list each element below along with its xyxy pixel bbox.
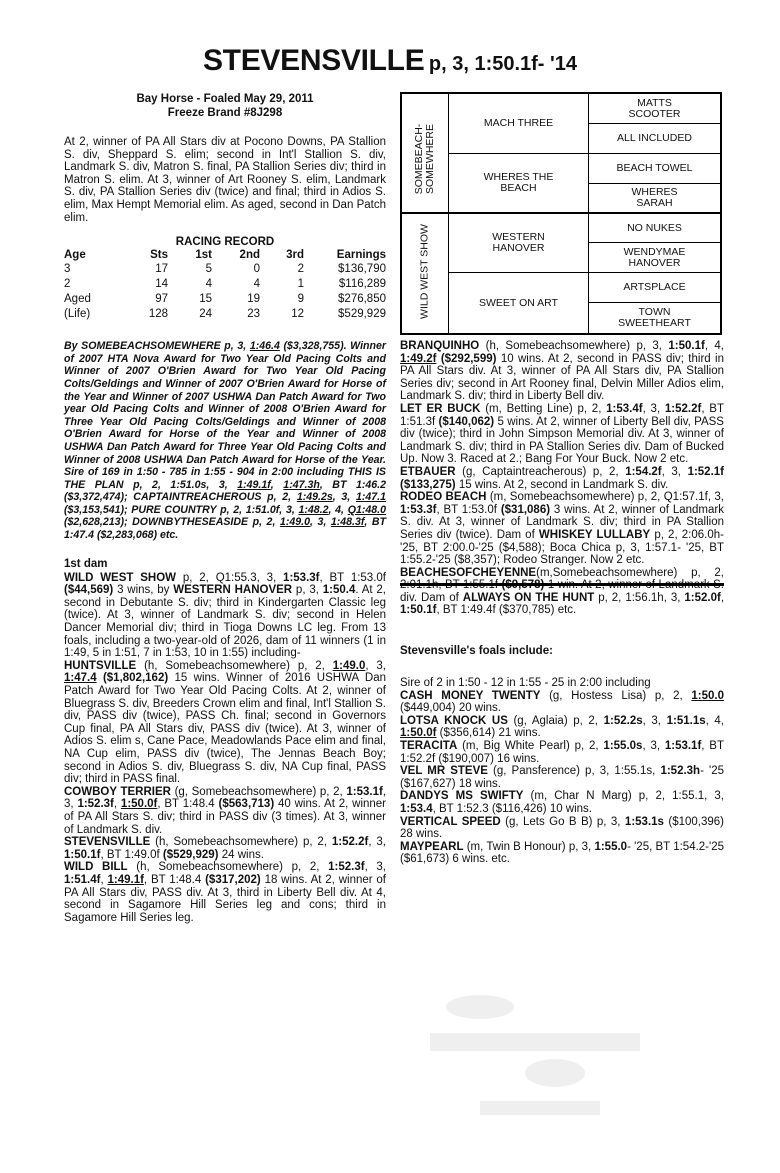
- watermark-logo-icon: [420, 985, 650, 1130]
- racing-record-title: RACING RECORD: [175, 236, 275, 249]
- pedigree-sire: SOMEBEACH- SOMEWHERE: [413, 123, 436, 195]
- subheader: [64, 92, 386, 120]
- pedigree-chart: [400, 92, 722, 335]
- table-row: 2 14 4 4 1 $116,289: [64, 278, 386, 291]
- freeze-brand: Freeze Brand #8J298: [167, 107, 283, 119]
- produce-entry-let-er-buck: LET ER BUCK (m, Betting Line) p, 2, 1:53.4f, 3, 1:52.2f, BT 1:51.3f ($140,062) 5 wins. At 2, winner of Liberty Bell div, PASS div (twice); third in John Simpson Memorial div. At 3, winner of Landmark S. div; third in PA Stallion Series div. Dam of Bucked Up. Now 3. Raced at 2.; Bang For Your Buck. Now 2 etc.: [400, 402, 724, 466]
- produce-entry-wild-bill: WILD BILL (h, Somebeachsomewhere) p, 2, 1:52.3f, 3, 1:51.4f, 1:49.1f, BT 1:48.4 ($317,202) 18 wins. At 2, winner of PA All Stars div, PASS div. At 3, third in Liberty Bell div. At 4, second in Sagamore Hill Series leg and cons; third in Sagamore Hill Series leg.: [64, 861, 387, 924]
- pedigree-sdd: WHERES SARAH: [631, 186, 678, 209]
- foaling-info: Bay Horse - Foaled May 29, 2011: [136, 93, 314, 105]
- racing-record-header: Age Sts 1st 2nd 3rd Earnings: [64, 249, 386, 262]
- produce-entry-branquinho: BRANQUINHO (h, Somebeachsomewhere) p, 3, 1:50.1f, 4, 1:49.2f ($292,599) 10 wins. At 2, second in PASS div; third in PA All Stars div. At 3, winner of PA All Stars div, PA Stallion Series div; second in Art Rooney final, Delvin Miller Adios elim, Landmark S. div; third in Liberty Bell div.: [400, 340, 725, 403]
- left-column: [64, 92, 386, 924]
- produce-entry-cowboy-terrier: COWBOY TERRIER (g, Somebeachsomewhere) p, 2, 1:53.1f, 3, 1:52.3f, 1:50.0f, BT 1:48.4 ($563,713) 40 wins. At 2, winner of PA All Stars S. div; third in PASS div (3 times). At 3, winner of Landmark S. div.: [64, 785, 387, 836]
- foal-entry-cash-money-twenty: CASH MONEY TWENTY (g, Hostess Lisa) p, 2, 1:50.0 ($449,004) 20 wins.: [400, 689, 724, 715]
- race-summary: At 2, winner of PA All Stars div at Pocono Downs, PA Stallion S. div, Sheppard S. elim; second in Int'l Stallion S. div, Landmark S. div, Matron S. final, PA Stallion Series div; third in Matron S. elim. At 3, winner of Art Rooney S. elim, Landmark S. div, PA Stallion Series div (twice) and final; third in Adios S. elim, Max Hempt Memorial elim. As aged, second in Dan Patch elim.: [64, 136, 386, 224]
- horse-record: p, 3, 1:50.1f- '14: [428, 53, 578, 75]
- pedigree-dsd: WENDYMAE HANOVER: [623, 245, 686, 269]
- produce-entry-etbauer: ETBAUER (g, Captaintreacherous) p, 2, 1:54.2f, 3, 1:52.1f ($133,275) 15 wins. At 2, second in Landmark S. div.: [400, 465, 724, 491]
- pedigree-sss: MATTS SCOOTER: [628, 96, 681, 120]
- foal-entry-maypearl: MAYPEARL (m, Twin B Honour) p, 3, 1:55.0- '25, BT 1:54.2-'25 ($61,673) 6 wins. etc.: [400, 840, 724, 866]
- pedigree-ssd: ALL INCLUDED: [617, 132, 692, 144]
- horse-name: STEVENSVILLE: [202, 44, 425, 77]
- produce-entry-stevensville: STEVENSVILLE (h, Somebeachsomewhere) p, 2, 1:52.2f, 3, 1:50.1f, BT 1:49.0f ($529,929) 24 wins.: [64, 836, 386, 861]
- foals-heading: Stevensville's foals include:: [400, 645, 553, 658]
- pedigree-dam-dam: SWEET ON ART: [479, 296, 558, 309]
- sire-paragraph: By SOMEBEACHSOMEWHERE p, 3, 1:46.4 ($3,328,755). Winner of 2007 HTA Nova Award for Two Year Old Pacing Colts and Winner of 2007 O'Brien Award for Two Year Old Pacing Colts/Geldings and Winner of 2007 O'Brien Award for Horse of the Year and Winner of 2007 USHWA Dan Patch Award for Two year Old Pacing Colts and Winner of 2008 O'Brien Award for Three Year Old Pacing Colts/Geldings and Winner of 2008 O'Brien Award for Horse of the Year and Winner of 2008 USHWA Dan Patch Award for Three Year Old Pacing Colts and Winner of 2008 USHWA Dan Patch Award for Horse of the Year. Sire of 169 in 1:50 - 785 in 1:55 - 904 in 2:00 including THIS IS THE PLAN p, 2, 1:51.0s, 3, 1:49.1f, 1:47.3h, BT 1:46.2 ($3,372,474); CAPTAINTREACHEROUS p, 2, 1:49.2s, 3, 1:47.1 ($3,153,541); PURE COUNTRY p, 2, 1:51.0f, 3, 1:48.2, 4, Q1:48.0 ($2,628,213); DOWNBYTHESEASIDE p, 2, 1:49.0, 3, 1:48.3f, BT 1:47.4 ($2,283,068) etc.: [64, 340, 387, 542]
- produce-entry-beachesofcheyenne: BEACHESOFCHEYENNE(m,Somebeachsomewhere) p, 2, div. Dam of ALWAYS ON THE HUNT p, 2, 1:56.1h, 3, 1:52.0f, 1:50.1f, BT 1:49.4f ($370,785) etc.: [400, 566, 725, 617]
- dam-entry: WILD WEST SHOW p, 2, Q1:55.3, 3, 1:53.3f, BT 1:53.0f ($44,569) 3 wins, by WESTERN HANOVER p, 3, 1:50.4. At 2, second in Debutante S. div; third in Kindergarten Classic leg (twice). At 3, winner of Landmark S. div; second in Helen Dancer Memorial div; third in Tioga Downs LC leg. From 13 foals, including a two-year-old of 2026, dam of 11 winners (1 in 1:49, 5 in 1:51, 7 in 1:53, 10 in 1:55) including-: [64, 571, 387, 660]
- foal-entry-teracita: TERACITA (m, Big White Pearl) p, 2, 1:55.0s, 3, 1:53.1f, BT 1:52.2f ($190,007) 16 wins.: [400, 740, 724, 765]
- produce-entry-rodeo-beach: RODEO BEACH (m, Somebeachsomewhere) p, 2, Q1:57.1f, 3, 1:53.3f, BT 1:53.0f ($31,086) 3 wins. At 2, winner of Landmark S. div. At 3, winner of Landmark S. div; third in PA Stallion Series div (twice). Dam of WHISKEY LULLABY p, 2, 2:06.0h-'25, BT 2:00.0-'25 ($4,588); Boca Chica p, 3, 1:57.1- '25, BT 1:55.2-'25 ($8,357); Rodeo Stranger. Now 2 etc.: [400, 491, 724, 567]
- pedigree-dss: NO NUKES: [627, 221, 682, 234]
- pedigree-dam: WILD WEST SHOW: [418, 224, 431, 319]
- foal-entry-dandys-ms-swifty: DANDYS MS SWIFTY (m, Char N Marg) p, 2, 1:55.1, 3, 1:53.4, BT 1:52.3 ($116,426) 10 wins.: [400, 790, 724, 815]
- foals-intro: Sire of 2 in 1:50 - 12 in 1:55 - 25 in 2:00 including: [400, 677, 651, 690]
- table-row: 3 17 5 0 2 $136,790: [64, 263, 386, 276]
- section-divider: [400, 583, 724, 586]
- first-dam-heading: 1st dam: [64, 557, 108, 570]
- right-column: [400, 92, 724, 866]
- page-title: [0, 44, 780, 78]
- pedigree-dam-sire: WESTERN HANOVER: [492, 231, 545, 254]
- produce-entry-huntsville: HUNTSVILLE (h, Somebeachsomewhere) p, 2, 1:49.0, 3, 1:47.4 ($1,802,162) 15 wins. Winner of 2016 USHWA Dan Patch Award for Two Year Old Pacing Colts. At 2, winner of Bluegrass S. div, Breeders Crown elim and final, Int'l Stallion S. div, PASS div (twice), PASS Ch. final; second in Governors Cup final, PA All Stars div, PASS div (twice). At 3, winner of Adios S. elim s, Cane Pace, Meadowlands Pace elim and final, NA Cup elim, PASS div (twice), The Jennas Beach Boy; second in Adios S. div, Bluegrass S. div, NA Cup final, PASS div; third in PASS final.: [64, 659, 386, 786]
- racing-record-table: [64, 248, 386, 322]
- foal-entry-vel-mr-steve: VEL MR STEVE (g, Pansference) p, 3, 1:55.1s, 1:52.3h- '25 ($167,627) 18 wins.: [400, 765, 725, 790]
- pedigree-sire-dam: WHERES THE BEACH: [483, 171, 554, 194]
- pedigree-dds: ARTSPLACE: [623, 281, 686, 293]
- pedigree-sds: BEACH TOWEL: [616, 162, 693, 174]
- pedigree-sire-sire: MACH THREE: [483, 117, 554, 129]
- table-row: Aged 97 15 19 9 $276,850: [64, 293, 386, 306]
- table-row: (Life) 128 24 23 12 $529,929: [64, 308, 386, 321]
- foal-entry-vertical-speed: VERTICAL SPEED (g, Lets Go B B) p, 3, 1:53.1s ($100,396) 28 wins.: [400, 815, 724, 841]
- pedigree-ddd: TOWN SWEETHEART: [618, 306, 691, 329]
- foal-entry-lotsa-knock-us: LOTSA KNOCK US (g, Aglaia) p, 2, 1:52.2s, 3, 1:51.1s, 4, 1:50.0f ($356,614) 21 wins.: [400, 714, 725, 740]
